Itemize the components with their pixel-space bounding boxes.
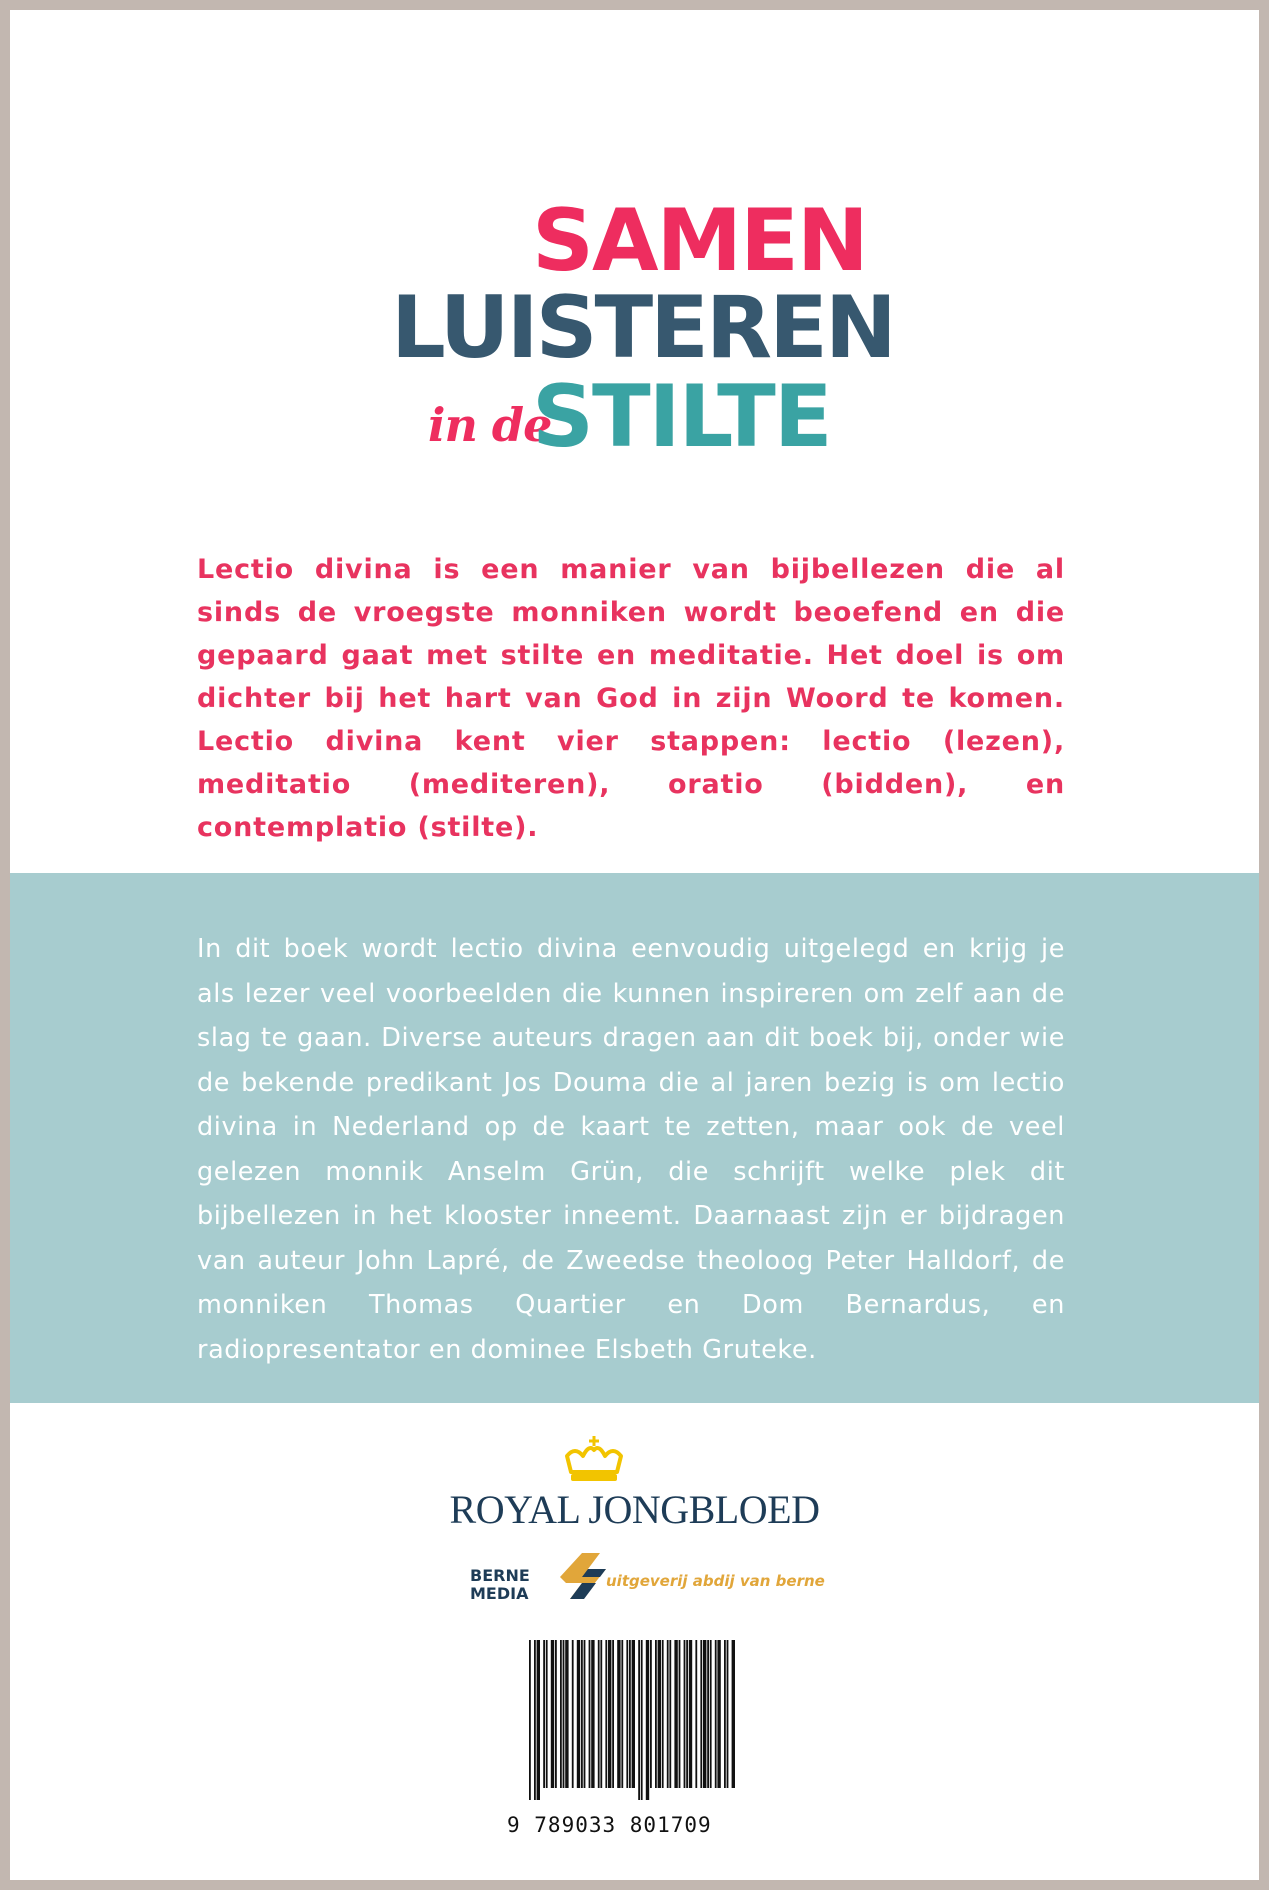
back-cover xyxy=(10,10,1259,1880)
barcode-bar xyxy=(655,1640,657,1788)
barcode-bar xyxy=(703,1640,706,1788)
barcode-bar xyxy=(710,1640,712,1788)
crown-icon xyxy=(559,1434,629,1484)
barcode-bar xyxy=(598,1640,600,1788)
barcode-bar xyxy=(546,1640,548,1788)
barcode-bar xyxy=(679,1640,681,1788)
barcode-bar xyxy=(608,1640,611,1788)
description-paragraph: In dit boek wordt lectio divina eenvoudig uitgelegd en krijg je als lezer veel voorbeelden die kunnen inspireren om zelf aan de slag te gaan. Diverse auteurs dragen aan dit boek bij, onder wie de bekende predikant Jos Douma die al jaren bezig is om lectio divina in Nederland op de kaart te zetten, maar ook de veel gelezen monnik Anselm Grün, die schrijft welke plek dit bijbellezen in het klooster inneemt. Daarnaast zijn er bijdragen van auteur John Lapré, de Zweedse theoloog Peter Halldorf, de monniken Thomas Quartier en Dom Bernardus, en radiopresentator en dominee Elsbeth Gruteke. xyxy=(197,934,1065,1365)
barcode-bar xyxy=(707,1640,709,1788)
barcode-bar xyxy=(700,1640,702,1788)
publisher-logo: ROYAL JONGBLOED xyxy=(449,1487,820,1532)
barcode-bar xyxy=(626,1640,628,1788)
barcode-bar xyxy=(617,1640,620,1788)
barcode-bar xyxy=(715,1640,717,1788)
isbn-number: 9 789033 801709 xyxy=(507,1813,712,1837)
berne-label: BERNE xyxy=(470,1566,530,1585)
description-band xyxy=(10,873,1259,1403)
barcode-bar xyxy=(717,1640,720,1788)
barcode-bar xyxy=(727,1640,729,1788)
barcode-bar xyxy=(632,1640,635,1788)
barcode-bar xyxy=(638,1640,640,1800)
barcode-bar xyxy=(658,1640,661,1788)
barcode-bar xyxy=(565,1640,568,1788)
barcode-bar xyxy=(560,1640,562,1788)
barcode-bar xyxy=(621,1640,623,1788)
barcode-bar xyxy=(629,1640,631,1788)
barcode-bar xyxy=(689,1640,692,1788)
barcode-bar xyxy=(662,1640,664,1788)
barcode-bar xyxy=(686,1640,688,1788)
barcode-bar xyxy=(543,1640,545,1788)
barcode-bar xyxy=(650,1640,652,1788)
barcode-bar xyxy=(605,1640,607,1788)
intro-paragraph: Lectio divina is een manier van bijbellezen die al sinds de vroegste monniken wordt beoefend en die gepaard gaat met stilte en meditatie. Het doel is om dichter bij het hart van God in zijn Woord te komen. Lectio divina kent vier stappen: lectio (lezen), meditatio (mediteren), oratio (bidden), en contemplatio (stilte). xyxy=(197,554,1065,843)
barcode-bar xyxy=(641,1640,643,1800)
barcode-bar xyxy=(724,1640,726,1788)
barcode-bar xyxy=(555,1640,557,1788)
title-in-de: in de xyxy=(428,398,552,452)
berne-media-wordmark xyxy=(470,1567,550,1603)
barcode-bar xyxy=(695,1640,697,1788)
barcode-bar xyxy=(732,1640,735,1788)
barcode-bar xyxy=(577,1640,580,1788)
barcode-bar xyxy=(534,1640,536,1800)
title-stilte: STILTE xyxy=(532,367,831,467)
barcode-bar xyxy=(563,1640,565,1788)
barcode-bar xyxy=(674,1640,677,1788)
barcode-bar xyxy=(572,1640,574,1788)
barcode-bar xyxy=(646,1640,649,1800)
media-label: MEDIA xyxy=(470,1584,529,1603)
title-luisteren: LUISTEREN xyxy=(391,278,894,378)
barcode-bar xyxy=(600,1640,602,1788)
barcode-bar xyxy=(589,1640,591,1788)
title-samen: SAMEN xyxy=(532,191,867,291)
barcode-bar xyxy=(591,1640,594,1788)
barcode-bar xyxy=(584,1640,586,1788)
barcode-bar xyxy=(667,1640,669,1788)
barcode-bar xyxy=(529,1640,531,1800)
barcode-bar xyxy=(537,1640,540,1800)
barcode-bar xyxy=(669,1640,671,1788)
barcode-bar xyxy=(612,1640,614,1788)
barcode xyxy=(529,1640,735,1800)
barcode-bar xyxy=(581,1640,583,1788)
barcode-bar xyxy=(684,1640,686,1788)
barcode-bar xyxy=(551,1640,554,1788)
imprint-tagline: uitgeverij abdij van berne xyxy=(606,1572,825,1590)
